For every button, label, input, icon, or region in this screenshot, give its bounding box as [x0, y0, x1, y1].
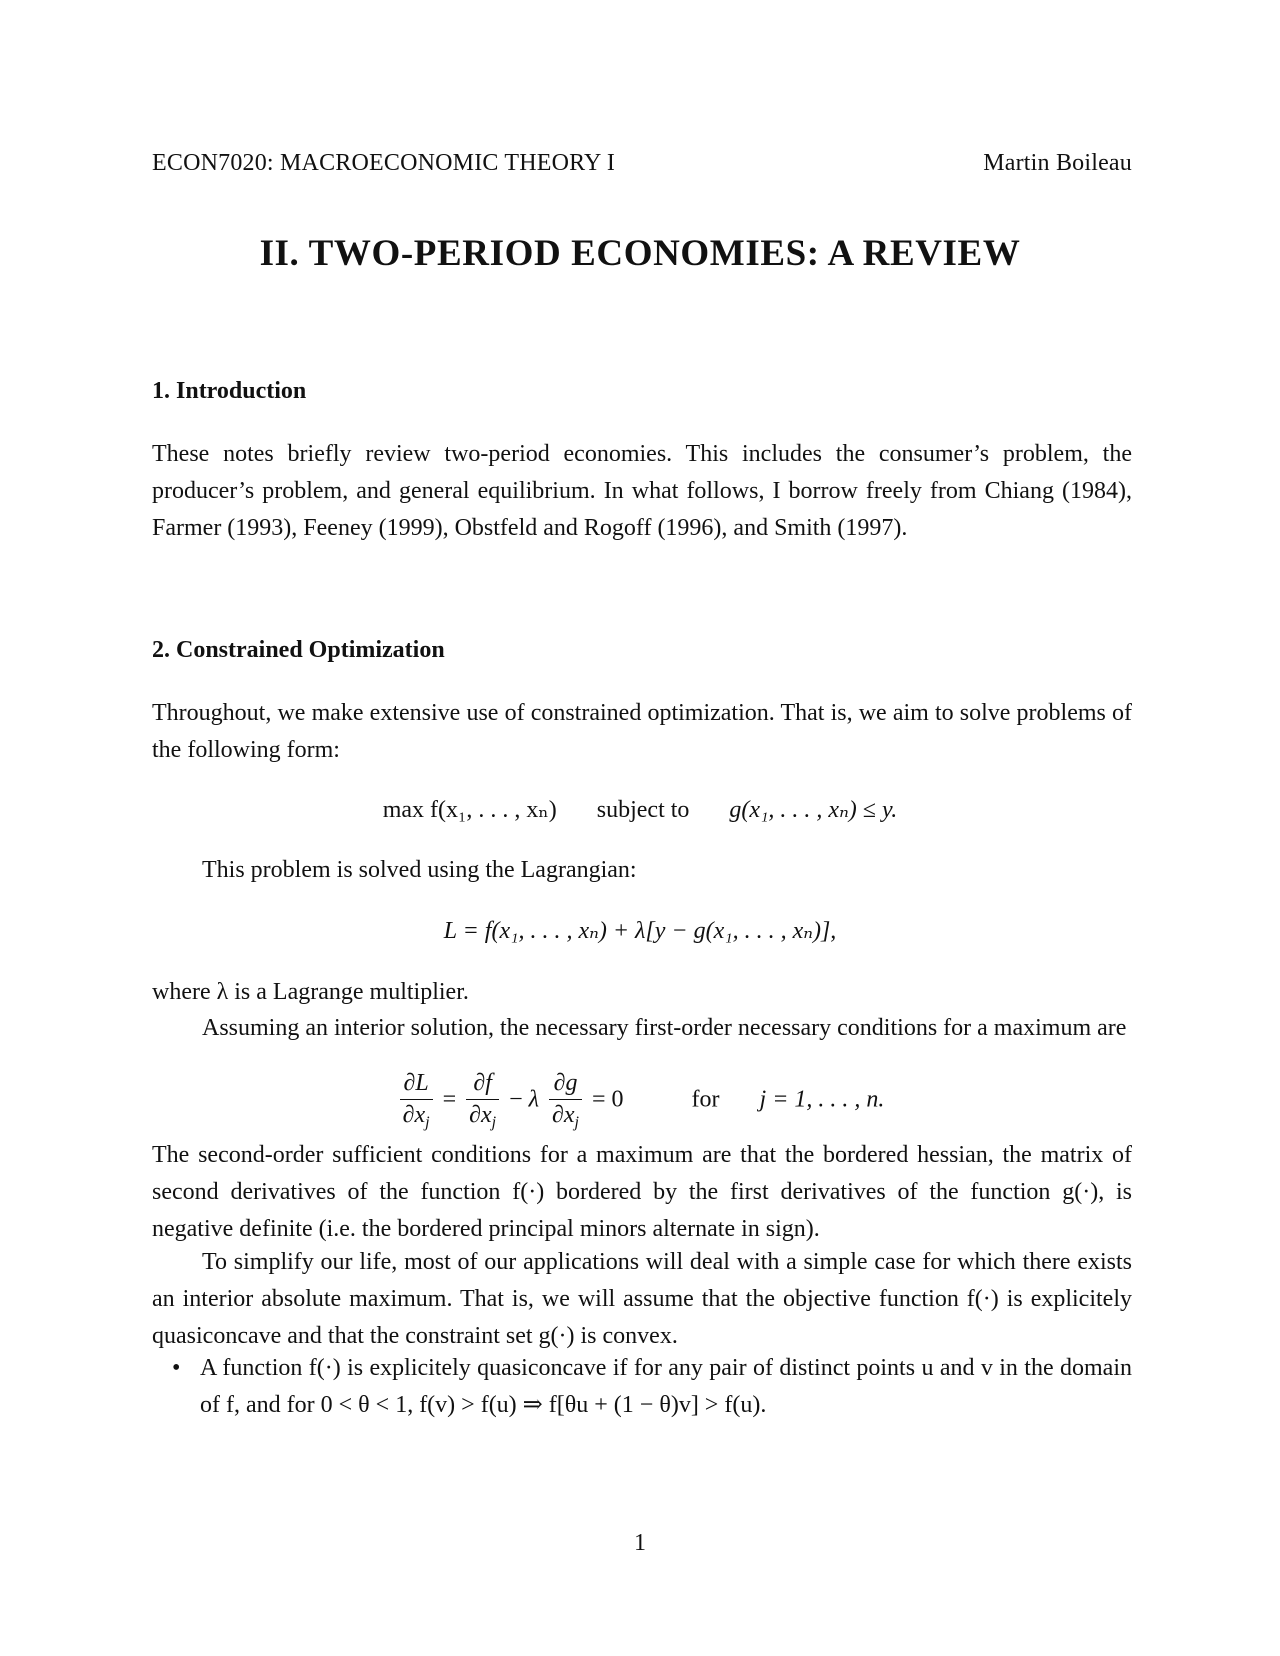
- page-number: 1: [634, 1530, 646, 1556]
- intro-paragraph: These notes briefly review two-period economies. This includes the consumer’s problem, the producer’s problem, and general equilibrium. In what follows, I borrow freely from Chiang (1984), Farmer (1993), Feeney (1999), Obstfeld and Rogoff (1996), and Smith (1997).: [152, 441, 1132, 541]
- equation-for: for: [691, 1086, 720, 1113]
- section-heading-introduction: 1. Introduction: [152, 378, 307, 404]
- lambda-definition: where λ is a Lagrange multiplier.: [152, 979, 469, 1005]
- second-order-paragraph: The second-order sufficient conditions for a maximum are that the bordered hessian, the matrix of second derivatives of the function f(·) bordered by the first derivatives of the function g(·), is negative definite (i.e. the bordered principal minors alternate in sign).: [152, 1142, 1132, 1242]
- bullet-icon: •: [172, 1355, 181, 1381]
- equation-constraint: g(x₁, . . . , xₙ) ≤ y.: [729, 797, 898, 823]
- lagrangian-intro: This problem is solved using the Lagrangian:: [202, 857, 637, 883]
- author-name: Martin Boileau: [983, 150, 1132, 176]
- bullet-text: A function f(·) is explicitely quasiconcave if for any pair of distinct points u and v in the domain of f, and for 0 < θ < 1, f(v) > f(u) ⇒ f[θu + (1 − θ)v] > f(u).: [200, 1355, 1132, 1418]
- equation-foc: $\frac{\partial L}{\partial x_j}$ = $\frac{\partial f}{\partial x_j}$ − λ $\frac{\partial g}{\partial x_j}$ = 0 for j = 1, . . . , n.: [0, 1070, 1280, 1132]
- first-order-intro: Assuming an interior solution, the necessary first-order necessary conditions for a maximum are: [202, 1015, 1127, 1041]
- fraction-dg-dxj: $\frac{\partial g}{\partial x_j}$: [549, 1070, 582, 1132]
- fraction-df-dxj: $\frac{\partial f}{\partial x_j}$: [466, 1070, 499, 1132]
- equation-subject-to: subject to: [596, 797, 690, 823]
- running-header: [152, 150, 1132, 177]
- equation-max-problem: [0, 795, 1280, 824]
- section-heading-constrained-optimization: 2. Constrained Optimization: [152, 637, 445, 663]
- document-title: II. TWO-PERIOD ECONOMIES: A REVIEW: [259, 233, 1021, 274]
- equation-objective: max f(x₁, . . . , xₙ): [382, 797, 557, 823]
- list-item-quasiconcave: [172, 1350, 1132, 1424]
- fraction-dL-dxj: $\frac{\partial L}{\partial x_j}$: [400, 1070, 433, 1132]
- course-title: ECON7020: MACROECONOMIC THEORY I: [152, 150, 616, 176]
- simplify-paragraph: To simplify our life, most of our applications will deal with a simple case for which there exists an interior absolute maximum. That is, we will assume that the objective function f(·) is explicitely quasiconcave and that the constraint set g(·) is convex.: [152, 1249, 1132, 1349]
- equation-lagrangian: L = f(x₁, . . . , xₙ) + λ[y − g(x₁, . . . , xₙ)],: [443, 918, 837, 944]
- optimization-paragraph: Throughout, we make extensive use of constrained optimization. That is, we aim to solve problems of the following form:: [152, 700, 1132, 763]
- equation-range: j = 1, . . . , n.: [759, 1086, 885, 1113]
